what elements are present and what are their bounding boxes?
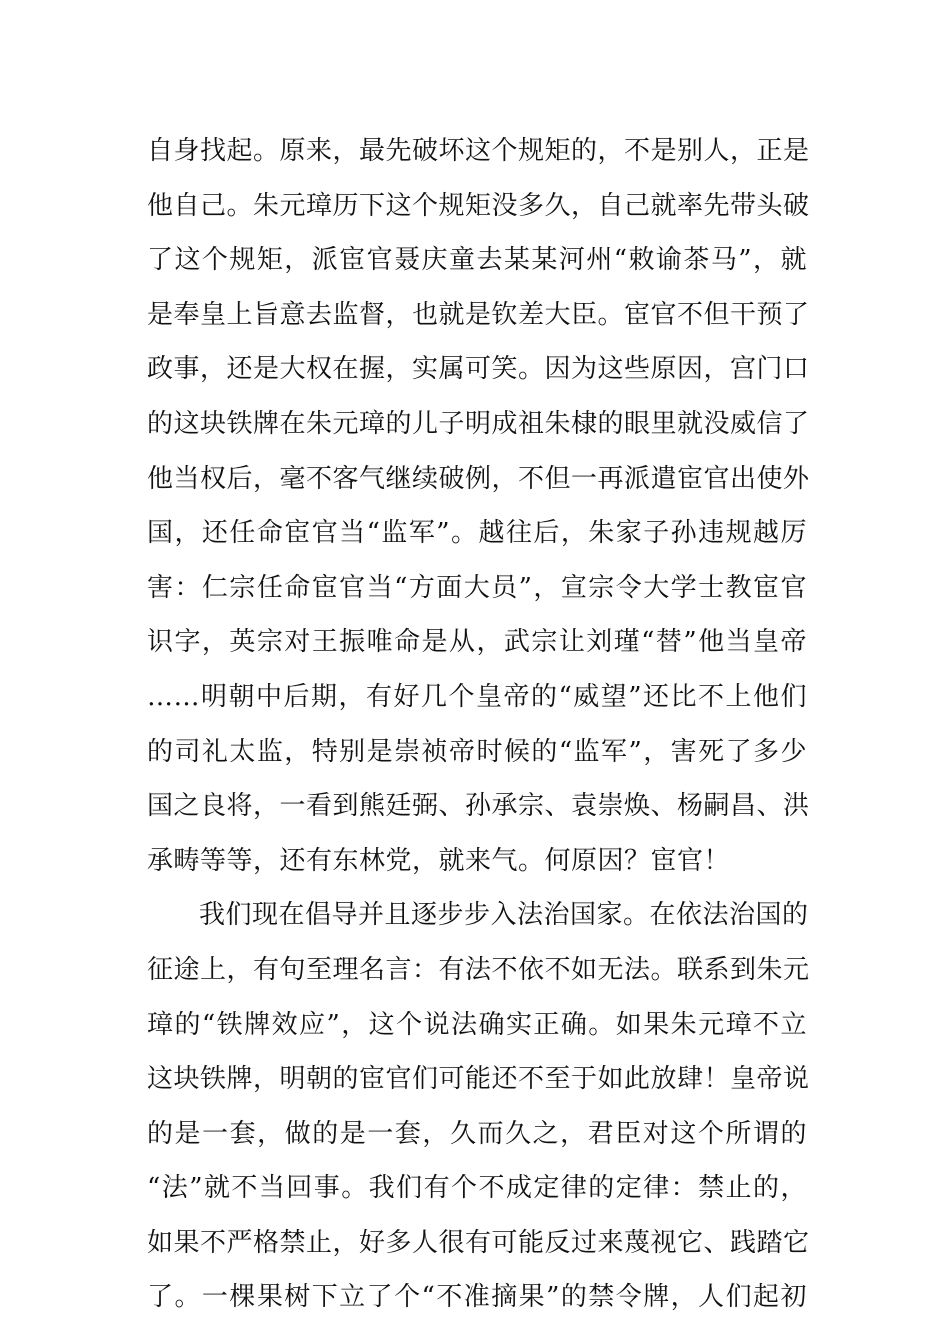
text-line: “法”就不当回事。我们有个不成定律的定律：禁止的， <box>147 1173 807 1204</box>
text-line: 政事，还是大权在握，实属可笑。因为这些原因，宫门口 <box>147 354 810 385</box>
text-line: 如果不严格禁止，好多人很有可能反过来蔑视它、践踏它 <box>147 1227 810 1258</box>
text-line: 承畴等等，还有东林党，就来气。何原因？宦官！ <box>147 845 731 876</box>
text-line: 的是一套，做的是一套，久而久之，君臣对这个所谓的 <box>147 1118 807 1149</box>
text-line: 的司礼太监，特别是崇祯帝时候的“监军”，害死了多少 <box>147 736 807 767</box>
text-line: 征途上，有句至理名言：有法不依不如无法。联系到朱元 <box>147 954 810 985</box>
text-line: 他自己。朱元璋历下这个规矩没多久，自己就率先带头破 <box>147 190 810 221</box>
paragraph-first-line: 我们现在倡导并且逐步步入法治国家。在依法治国的 <box>199 900 809 931</box>
text-line: 害：仁宗任命宦官当“方面大员”，宣宗令大学士教宦官 <box>147 572 807 603</box>
text-line: 识字，英宗对王振唯命是从，武宗让刘瑾“替”他当皇帝 <box>147 627 807 658</box>
text-line: 他当权后，毫不客气继续破例，不但一再派遣宦官出使外 <box>147 463 810 494</box>
text-line: 的这块铁牌在朱元璋的儿子明成祖朱棣的眼里就没威信了 <box>147 408 810 439</box>
text-line: 这块铁牌，明朝的宦官们可能还不至于如此放肆！皇帝说 <box>147 1064 810 1095</box>
text-line: ……明朝中后期，有好几个皇帝的“威望”还比不上他们 <box>147 681 807 712</box>
text-line: 国，还任命宦官当“监军”。越往后，朱家子孙违规越厉 <box>147 518 807 549</box>
text-line: 国之良将，一看到熊廷弼、孙承宗、袁崇焕、杨嗣昌、洪 <box>147 791 810 822</box>
text-line: 了。一棵果树下立了个“不准摘果”的禁令牌，人们起初 <box>147 1282 807 1313</box>
text-line: 是奉皇上旨意去监督，也就是钦差大臣。宦官不但干预了 <box>147 299 810 330</box>
text-line: 自身找起。原来，最先破坏这个规矩的，不是别人，正是 <box>147 136 810 166</box>
body-text <box>147 124 810 1325</box>
text-line: 璋的“铁牌效应”，这个说法确实正确。如果朱元璋不立 <box>147 1009 807 1040</box>
text-line: 了这个规矩，派宦官聂庆童去某某河州“敕谕茶马”，就 <box>147 245 807 276</box>
